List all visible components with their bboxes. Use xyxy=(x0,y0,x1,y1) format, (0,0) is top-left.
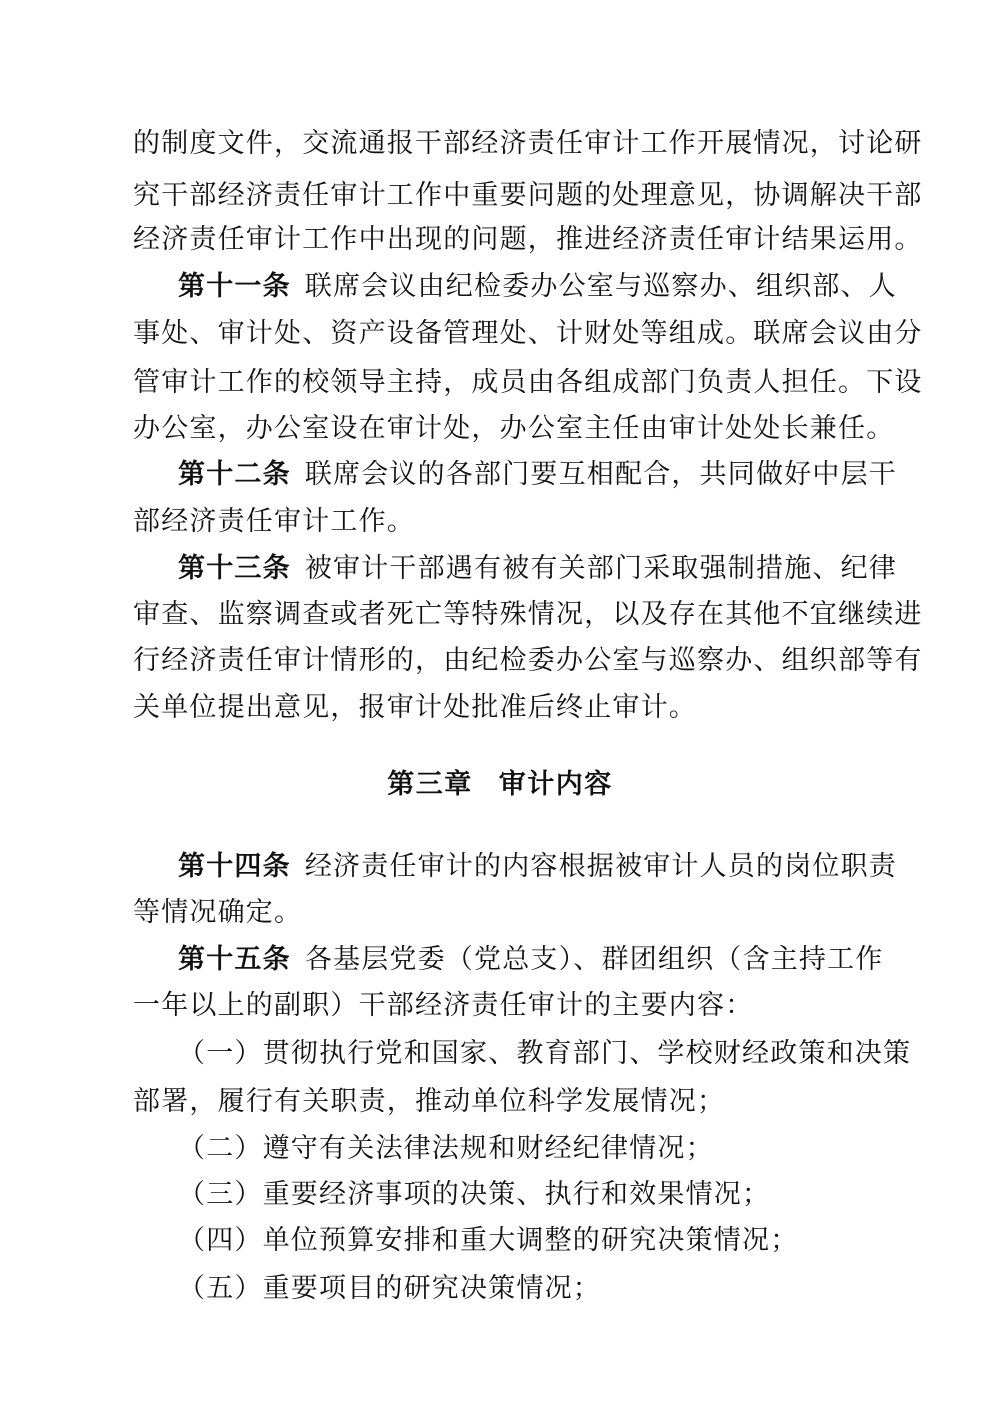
article-11-text: 联席会议由纪检委办公室与巡察办、组织部、人 xyxy=(304,271,898,302)
article-13-line-3: 行经济责任审计情形的，由纪检委办公室与巡察办、组织部等有 xyxy=(133,645,923,676)
article-11-line-3: 管审计工作的校领导主持，成员由各组成部门负责人担任。下设 xyxy=(133,367,923,398)
chapter-number: 第三章 xyxy=(387,769,473,800)
article-11-lead: 第十一条 xyxy=(178,271,291,302)
article-15-line-2: 一年以上的副职）干部经济责任审计的主要内容： xyxy=(133,990,754,1021)
chapter-title: 审计内容 xyxy=(498,769,613,800)
article-15-text: 各基层党委（党总支）、群团组织（含主持工作 xyxy=(304,944,884,975)
article-14-line-2: 等情况确定。 xyxy=(133,897,303,928)
article-13-text: 被审计干部遇有被有关部门采取强制措施、纪律 xyxy=(304,553,898,584)
article-11-line-4: 办公室，办公室设在审计处，办公室主任由审计处处长兼任。 xyxy=(133,413,895,444)
article-14-lead: 第十四条 xyxy=(178,851,291,882)
article-12-line-2: 部经济责任审计工作。 xyxy=(133,506,415,537)
article-13-first-line xyxy=(178,555,897,582)
list-item-5: （五）重要项目的研究决策情况； xyxy=(178,1273,601,1304)
intro-line-2: 究干部经济责任审计工作中重要问题的处理意见，协调解决干部 xyxy=(133,180,923,211)
list-item-3: （三）重要经济事项的决策、执行和效果情况； xyxy=(178,1179,771,1210)
article-13-line-2: 审查、监察调查或者死亡等特殊情况，以及存在其他不宜继续进 xyxy=(133,599,923,630)
article-14-first-line xyxy=(178,853,897,880)
article-11-line-2: 事处、审计处、资产设备管理处、计财处等组成。联席会议由分 xyxy=(133,318,923,349)
article-12-first-line xyxy=(178,461,897,488)
list-item-1-cont: 部署，履行有关职责，推动单位科学发展情况； xyxy=(133,1086,726,1117)
list-item-1: （一）贯彻执行党和国家、教育部门、学校财经政策和决策 xyxy=(178,1038,912,1069)
article-13-lead: 第十三条 xyxy=(178,553,291,584)
article-11-first-line xyxy=(178,273,897,300)
article-13-line-4: 关单位提出意见，报审计处批准后终止审计。 xyxy=(133,692,697,723)
intro-line-3: 经济责任审计工作中出现的问题，推进经济责任审计结果运用。 xyxy=(133,224,923,255)
list-item-4: （四）单位预算安排和重大调整的研究决策情况； xyxy=(178,1225,799,1256)
article-12-lead: 第十二条 xyxy=(178,459,291,490)
article-12-text: 联席会议的各部门要互相配合，共同做好中层干 xyxy=(304,459,898,490)
article-15-lead: 第十五条 xyxy=(178,944,291,975)
chapter-heading xyxy=(0,771,1000,798)
article-15-first-line xyxy=(178,946,884,973)
list-item-2: （二）遵守有关法律法规和财经纪律情况； xyxy=(178,1133,714,1164)
intro-line-1: 的制度文件，交流通报干部经济责任审计工作开展情况，讨论研 xyxy=(133,128,923,159)
article-14-text: 经济责任审计的内容根据被审计人员的岗位职责 xyxy=(304,851,898,882)
